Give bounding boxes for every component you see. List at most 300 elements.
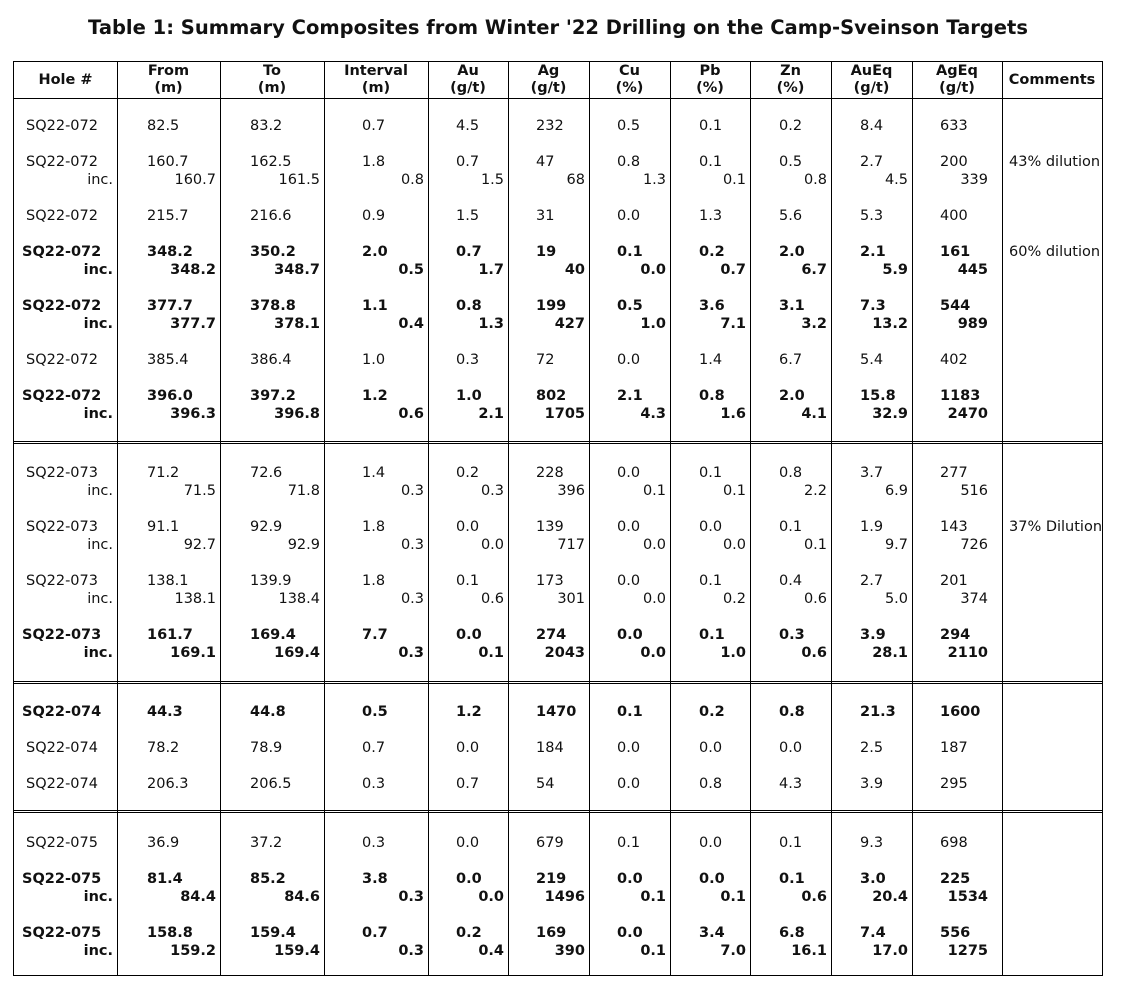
cell-au: 0.0 bbox=[456, 627, 482, 643]
hole-id: SQ22-072 bbox=[26, 118, 98, 134]
header-unit: (m) bbox=[257, 80, 287, 96]
inc-cell-au: 0.1 bbox=[478, 645, 504, 661]
cell-zn: 0.2 bbox=[779, 118, 803, 134]
table-row bbox=[14, 117, 1102, 135]
inc-cell-interval: 0.8 bbox=[400, 172, 424, 188]
header-to bbox=[220, 62, 324, 98]
cell-aueq: 5.3 bbox=[860, 208, 884, 224]
cell-interval: 0.7 bbox=[362, 740, 386, 756]
hole-id: SQ22-072 bbox=[22, 244, 102, 260]
cell-pb: 0.0 bbox=[699, 519, 723, 535]
header-au bbox=[428, 62, 508, 98]
inc-cell-zn: 16.1 bbox=[791, 943, 827, 959]
inc-cell-zn: 2.2 bbox=[803, 483, 827, 499]
inc-cell-ag: 1705 bbox=[544, 406, 585, 422]
cell-pb: 0.1 bbox=[699, 465, 723, 481]
cell-cu: 0.1 bbox=[617, 835, 641, 851]
inc-cell-interval: 0.5 bbox=[398, 262, 424, 278]
cell-from: 396.0 bbox=[147, 388, 193, 404]
including-label: inc. bbox=[87, 172, 113, 188]
header-unit: (m) bbox=[361, 80, 391, 96]
header-pb bbox=[670, 62, 750, 98]
cell-pb: 0.0 bbox=[699, 835, 723, 851]
cell-ageq: 225 bbox=[940, 871, 971, 887]
hole-id: SQ22-073 bbox=[22, 627, 102, 643]
cell-aueq: 5.4 bbox=[860, 352, 884, 368]
hole-id: SQ22-075 bbox=[22, 925, 102, 941]
cell-zn: 4.3 bbox=[779, 776, 803, 792]
cell-aueq: 7.3 bbox=[860, 298, 886, 314]
cell-aueq: 3.0 bbox=[860, 871, 886, 887]
cell-cu: 0.1 bbox=[617, 704, 643, 720]
cell-ageq: 402 bbox=[940, 352, 968, 368]
inc-cell-ageq: 989 bbox=[957, 316, 988, 332]
inc-cell-aueq: 32.9 bbox=[872, 406, 908, 422]
cell-ag: 47 bbox=[536, 154, 555, 170]
header-label: Cu bbox=[619, 63, 640, 79]
cell-from: 82.5 bbox=[147, 118, 180, 134]
header-unit: (%) bbox=[615, 80, 644, 96]
inc-cell-interval: 0.3 bbox=[400, 591, 424, 607]
inc-cell-cu: 1.3 bbox=[642, 172, 666, 188]
inc-cell-interval: 0.6 bbox=[398, 406, 424, 422]
header-comments bbox=[1002, 62, 1102, 98]
cell-zn: 5.6 bbox=[779, 208, 803, 224]
cell-interval: 3.8 bbox=[362, 871, 388, 887]
inc-cell-ageq: 2470 bbox=[947, 406, 988, 422]
inc-cell-aueq: 4.5 bbox=[884, 172, 908, 188]
cell-from: 44.3 bbox=[147, 704, 183, 720]
cell-au: 1.5 bbox=[456, 208, 480, 224]
table-row bbox=[14, 153, 1102, 171]
cell-cu: 0.0 bbox=[617, 871, 643, 887]
cell-ag: 19 bbox=[536, 244, 557, 260]
cell-ageq: 633 bbox=[940, 118, 968, 134]
group-separator bbox=[14, 681, 1102, 684]
cell-ageq: 556 bbox=[940, 925, 971, 941]
inc-cell-cu: 0.0 bbox=[642, 591, 666, 607]
inc-cell-from: 84.4 bbox=[180, 889, 216, 905]
table-row-including bbox=[14, 261, 1102, 279]
cell-aueq: 2.1 bbox=[860, 244, 886, 260]
table-row bbox=[14, 924, 1102, 942]
inc-cell-ag: 2043 bbox=[544, 645, 585, 661]
cell-ag: 169 bbox=[536, 925, 567, 941]
inc-cell-pb: 0.7 bbox=[720, 262, 746, 278]
inc-cell-cu: 0.1 bbox=[640, 943, 666, 959]
table-row bbox=[14, 739, 1102, 757]
inc-cell-ageq: 1275 bbox=[947, 943, 988, 959]
cell-pb: 0.8 bbox=[699, 776, 723, 792]
header-label: Zn bbox=[780, 63, 801, 79]
cell-au: 0.7 bbox=[456, 244, 482, 260]
cell-from: 377.7 bbox=[147, 298, 193, 314]
table-row-including bbox=[14, 942, 1102, 960]
table-row-including bbox=[14, 315, 1102, 333]
hole-id: SQ22-072 bbox=[26, 352, 98, 368]
header-label: To bbox=[263, 63, 281, 79]
inc-cell-pb: 0.0 bbox=[722, 537, 746, 553]
cell-ageq: 187 bbox=[940, 740, 968, 756]
inc-cell-to: 348.7 bbox=[274, 262, 320, 278]
cell-pb: 0.1 bbox=[699, 573, 723, 589]
cell-pb: 0.1 bbox=[699, 154, 723, 170]
cell-interval: 0.3 bbox=[362, 776, 386, 792]
cell-interval: 1.0 bbox=[362, 352, 386, 368]
inc-cell-aueq: 17.0 bbox=[872, 943, 908, 959]
header-unit: (g/t) bbox=[450, 80, 486, 96]
including-label: inc. bbox=[83, 316, 113, 332]
header-interval bbox=[324, 62, 428, 98]
including-label: inc. bbox=[83, 406, 113, 422]
composites-table bbox=[13, 61, 1103, 976]
cell-au: 0.0 bbox=[456, 835, 480, 851]
header-zn bbox=[750, 62, 831, 98]
cell-interval: 1.1 bbox=[362, 298, 388, 314]
inc-cell-au: 0.6 bbox=[480, 591, 504, 607]
cell-aueq: 1.9 bbox=[860, 519, 884, 535]
hole-id: SQ22-074 bbox=[22, 704, 102, 720]
cell-interval: 0.3 bbox=[362, 835, 386, 851]
including-label: inc. bbox=[83, 889, 113, 905]
inc-cell-from: 169.1 bbox=[170, 645, 216, 661]
header-label: AgEq bbox=[936, 63, 978, 79]
cell-aueq: 2.7 bbox=[860, 573, 884, 589]
cell-ageq: 1183 bbox=[940, 388, 981, 404]
cell-ag: 173 bbox=[536, 573, 564, 589]
hole-id: SQ22-075 bbox=[22, 871, 102, 887]
inc-cell-ageq: 516 bbox=[960, 483, 988, 499]
cell-to: 72.6 bbox=[250, 465, 283, 481]
cell-from: 206.3 bbox=[147, 776, 189, 792]
cell-from: 71.2 bbox=[147, 465, 180, 481]
inc-cell-cu: 0.0 bbox=[640, 262, 666, 278]
inc-cell-au: 0.4 bbox=[478, 943, 504, 959]
cell-to: 169.4 bbox=[250, 627, 296, 643]
inc-cell-from: 71.5 bbox=[183, 483, 216, 499]
cell-zn: 0.1 bbox=[779, 835, 803, 851]
cell-au: 0.0 bbox=[456, 871, 482, 887]
inc-cell-cu: 0.0 bbox=[642, 537, 666, 553]
inc-cell-ag: 427 bbox=[554, 316, 585, 332]
inc-cell-interval: 0.3 bbox=[400, 483, 424, 499]
cell-pb: 1.4 bbox=[699, 352, 723, 368]
cell-to: 37.2 bbox=[250, 835, 283, 851]
header-unit: (%) bbox=[696, 80, 724, 96]
cell-au: 4.5 bbox=[456, 118, 480, 134]
hole-id: SQ22-072 bbox=[26, 154, 98, 170]
cell-au: 0.1 bbox=[456, 573, 480, 589]
header-unit: (g/t) bbox=[939, 80, 975, 96]
inc-cell-ageq: 726 bbox=[960, 537, 988, 553]
inc-cell-aueq: 5.0 bbox=[884, 591, 908, 607]
cell-zn: 2.0 bbox=[779, 388, 805, 404]
inc-cell-from: 160.7 bbox=[174, 172, 216, 188]
cell-ageq: 295 bbox=[940, 776, 968, 792]
cell-to: 162.5 bbox=[250, 154, 292, 170]
inc-cell-cu: 0.1 bbox=[642, 483, 666, 499]
cell-to: 78.9 bbox=[250, 740, 283, 756]
cell-ag: 232 bbox=[536, 118, 564, 134]
header-label: Comments bbox=[1008, 72, 1096, 88]
inc-cell-cu: 0.1 bbox=[640, 889, 666, 905]
cell-ageq: 200 bbox=[940, 154, 968, 170]
cell-ag: 274 bbox=[536, 627, 567, 643]
cell-ag: 679 bbox=[536, 835, 564, 851]
table-row bbox=[14, 775, 1102, 793]
including-label: inc. bbox=[87, 591, 113, 607]
inc-cell-ag: 68 bbox=[566, 172, 585, 188]
table-row bbox=[14, 464, 1102, 482]
table-header bbox=[14, 62, 1102, 99]
inc-cell-au: 0.3 bbox=[480, 483, 504, 499]
inc-cell-to: 84.6 bbox=[284, 889, 320, 905]
inc-cell-zn: 0.1 bbox=[803, 537, 827, 553]
inc-cell-ageq: 445 bbox=[957, 262, 988, 278]
header-unit: (g/t) bbox=[853, 80, 890, 96]
inc-cell-ag: 301 bbox=[557, 591, 585, 607]
inc-cell-interval: 0.3 bbox=[398, 645, 424, 661]
cell-au: 0.0 bbox=[456, 519, 480, 535]
inc-cell-pb: 7.0 bbox=[720, 943, 746, 959]
table-row bbox=[14, 870, 1102, 888]
inc-cell-pb: 7.1 bbox=[720, 316, 746, 332]
inc-cell-au: 1.3 bbox=[478, 316, 504, 332]
cell-zn: 0.4 bbox=[779, 573, 803, 589]
header-label: Hole # bbox=[38, 72, 93, 88]
cell-cu: 0.5 bbox=[617, 118, 641, 134]
inc-cell-ag: 390 bbox=[554, 943, 585, 959]
including-label: inc. bbox=[83, 943, 113, 959]
cell-aueq: 3.9 bbox=[860, 627, 886, 643]
table-row-including bbox=[14, 644, 1102, 662]
inc-cell-to: 159.4 bbox=[274, 943, 320, 959]
inc-cell-from: 159.2 bbox=[170, 943, 216, 959]
cell-from: 138.1 bbox=[147, 573, 189, 589]
inc-cell-aueq: 5.9 bbox=[882, 262, 908, 278]
table-row-including bbox=[14, 888, 1102, 906]
inc-cell-to: 92.9 bbox=[287, 537, 320, 553]
inc-cell-from: 396.3 bbox=[170, 406, 216, 422]
inc-cell-ag: 717 bbox=[557, 537, 585, 553]
cell-pb: 0.0 bbox=[699, 871, 725, 887]
header-label: Interval bbox=[344, 63, 408, 79]
header-label: Ag bbox=[537, 63, 560, 79]
inc-cell-from: 138.1 bbox=[174, 591, 216, 607]
hole-id: SQ22-074 bbox=[26, 740, 98, 756]
hole-id: SQ22-073 bbox=[26, 573, 98, 589]
cell-zn: 0.5 bbox=[779, 154, 803, 170]
cell-pb: 0.2 bbox=[699, 244, 725, 260]
table-row bbox=[14, 207, 1102, 225]
inc-cell-from: 377.7 bbox=[170, 316, 216, 332]
inc-cell-cu: 1.0 bbox=[640, 316, 666, 332]
table-row-including bbox=[14, 171, 1102, 189]
cell-aueq: 3.7 bbox=[860, 465, 884, 481]
inc-cell-interval: 0.3 bbox=[400, 537, 424, 553]
cell-to: 206.5 bbox=[250, 776, 292, 792]
cell-aueq: 3.9 bbox=[860, 776, 884, 792]
cell-aueq: 15.8 bbox=[860, 388, 896, 404]
cell-to: 397.2 bbox=[250, 388, 296, 404]
cell-from: 91.1 bbox=[147, 519, 180, 535]
inc-cell-interval: 0.4 bbox=[398, 316, 424, 332]
cell-au: 0.2 bbox=[456, 465, 480, 481]
cell-pb: 0.0 bbox=[699, 740, 723, 756]
cell-zn: 0.1 bbox=[779, 519, 803, 535]
cell-cu: 0.0 bbox=[617, 573, 641, 589]
group-separator bbox=[14, 810, 1102, 813]
cell-ag: 54 bbox=[536, 776, 555, 792]
cell-from: 160.7 bbox=[147, 154, 189, 170]
inc-cell-from: 348.2 bbox=[170, 262, 216, 278]
inc-cell-pb: 0.1 bbox=[722, 483, 746, 499]
inc-cell-to: 138.4 bbox=[278, 591, 320, 607]
inc-cell-zn: 0.8 bbox=[803, 172, 827, 188]
cell-interval: 1.4 bbox=[362, 465, 386, 481]
cell-ag: 72 bbox=[536, 352, 555, 368]
cell-interval: 1.8 bbox=[362, 519, 386, 535]
hole-id: SQ22-072 bbox=[22, 298, 102, 314]
cell-interval: 1.2 bbox=[362, 388, 388, 404]
inc-cell-pb: 1.6 bbox=[720, 406, 746, 422]
cell-ageq: 277 bbox=[940, 465, 968, 481]
table-row-including bbox=[14, 590, 1102, 608]
cell-ageq: 294 bbox=[940, 627, 971, 643]
cell-interval: 0.7 bbox=[362, 925, 388, 941]
inc-cell-zn: 4.1 bbox=[801, 406, 827, 422]
inc-cell-zn: 3.2 bbox=[801, 316, 827, 332]
cell-interval: 0.5 bbox=[362, 704, 388, 720]
cell-cu: 0.0 bbox=[617, 352, 641, 368]
cell-to: 216.6 bbox=[250, 208, 292, 224]
including-label: inc. bbox=[87, 483, 113, 499]
cell-from: 161.7 bbox=[147, 627, 193, 643]
header-label: AuEq bbox=[850, 63, 893, 79]
cell-ageq: 161 bbox=[940, 244, 971, 260]
table-row bbox=[14, 626, 1102, 644]
cell-au: 0.8 bbox=[456, 298, 482, 314]
table-row bbox=[14, 297, 1102, 315]
cell-zn: 3.1 bbox=[779, 298, 805, 314]
inc-cell-ageq: 374 bbox=[960, 591, 988, 607]
hole-id: SQ22-072 bbox=[26, 208, 98, 224]
cell-zn: 0.8 bbox=[779, 465, 803, 481]
cell-to: 85.2 bbox=[250, 871, 286, 887]
cell-aueq: 8.4 bbox=[860, 118, 884, 134]
inc-cell-to: 71.8 bbox=[287, 483, 320, 499]
cell-from: 36.9 bbox=[147, 835, 180, 851]
cell-cu: 0.0 bbox=[617, 519, 641, 535]
cell-to: 44.8 bbox=[250, 704, 286, 720]
cell-cu: 0.0 bbox=[617, 925, 643, 941]
cell-ag: 31 bbox=[536, 208, 555, 224]
cell-from: 81.4 bbox=[147, 871, 183, 887]
cell-ag: 1470 bbox=[536, 704, 577, 720]
hole-id: SQ22-075 bbox=[26, 835, 98, 851]
inc-cell-au: 1.7 bbox=[478, 262, 504, 278]
inc-cell-ageq: 339 bbox=[960, 172, 988, 188]
inc-cell-cu: 0.0 bbox=[640, 645, 666, 661]
hole-id: SQ22-073 bbox=[26, 519, 98, 535]
cell-aueq: 9.3 bbox=[860, 835, 884, 851]
inc-cell-zn: 0.6 bbox=[801, 889, 827, 905]
cell-cu: 0.0 bbox=[617, 627, 643, 643]
cell-pb: 1.3 bbox=[699, 208, 723, 224]
cell-interval: 1.8 bbox=[362, 573, 386, 589]
inc-cell-pb: 0.2 bbox=[722, 591, 746, 607]
cell-ageq: 400 bbox=[940, 208, 968, 224]
header-hole bbox=[14, 62, 117, 98]
inc-cell-aueq: 20.4 bbox=[872, 889, 908, 905]
inc-cell-cu: 4.3 bbox=[640, 406, 666, 422]
hole-id: SQ22-073 bbox=[26, 465, 98, 481]
cell-to: 378.8 bbox=[250, 298, 296, 314]
table-row bbox=[14, 243, 1102, 261]
hole-id: SQ22-072 bbox=[22, 388, 102, 404]
table-row bbox=[14, 351, 1102, 369]
cell-aueq: 7.4 bbox=[860, 925, 886, 941]
cell-zn: 6.7 bbox=[779, 352, 803, 368]
header-label: Au bbox=[457, 63, 479, 79]
cell-aueq: 2.5 bbox=[860, 740, 884, 756]
table-row bbox=[14, 572, 1102, 590]
cell-interval: 1.8 bbox=[362, 154, 386, 170]
group-separator bbox=[14, 441, 1102, 444]
inc-cell-au: 0.0 bbox=[480, 537, 504, 553]
cell-ag: 219 bbox=[536, 871, 567, 887]
cell-pb: 0.1 bbox=[699, 627, 725, 643]
cell-to: 83.2 bbox=[250, 118, 283, 134]
cell-from: 348.2 bbox=[147, 244, 193, 260]
cell-ageq: 698 bbox=[940, 835, 968, 851]
cell-zn: 6.8 bbox=[779, 925, 805, 941]
cell-ageq: 143 bbox=[940, 519, 968, 535]
cell-ag: 228 bbox=[536, 465, 564, 481]
cell-cu: 0.0 bbox=[617, 208, 641, 224]
table-title: Table 1: Summary Composites from Winter '22 Drilling on the Camp-Sveinson Targets bbox=[88, 16, 1028, 39]
cell-au: 1.0 bbox=[456, 388, 482, 404]
cell-pb: 0.1 bbox=[699, 118, 723, 134]
cell-cu: 0.0 bbox=[617, 776, 641, 792]
inc-cell-interval: 0.3 bbox=[398, 943, 424, 959]
cell-pb: 0.8 bbox=[699, 388, 725, 404]
cell-au: 0.3 bbox=[456, 352, 480, 368]
cell-to: 386.4 bbox=[250, 352, 292, 368]
inc-cell-ageq: 2110 bbox=[947, 645, 988, 661]
inc-cell-to: 378.1 bbox=[274, 316, 320, 332]
comment: 37% Dilution bbox=[1009, 519, 1103, 535]
including-label: inc. bbox=[87, 537, 113, 553]
header-label: Pb bbox=[699, 63, 721, 79]
inc-cell-from: 92.7 bbox=[183, 537, 216, 553]
cell-pb: 3.6 bbox=[699, 298, 725, 314]
cell-to: 350.2 bbox=[250, 244, 296, 260]
table-row bbox=[14, 834, 1102, 852]
cell-cu: 0.1 bbox=[617, 244, 643, 260]
cell-interval: 0.7 bbox=[362, 118, 386, 134]
cell-ag: 802 bbox=[536, 388, 567, 404]
header-unit: (m) bbox=[154, 80, 183, 96]
comment: 43% dilution bbox=[1009, 154, 1101, 170]
header-cu bbox=[589, 62, 670, 98]
cell-aueq: 21.3 bbox=[860, 704, 896, 720]
cell-ag: 184 bbox=[536, 740, 564, 756]
inc-cell-pb: 0.1 bbox=[720, 889, 746, 905]
table-row bbox=[14, 703, 1102, 721]
including-label: inc. bbox=[83, 645, 113, 661]
hole-id: SQ22-074 bbox=[26, 776, 98, 792]
